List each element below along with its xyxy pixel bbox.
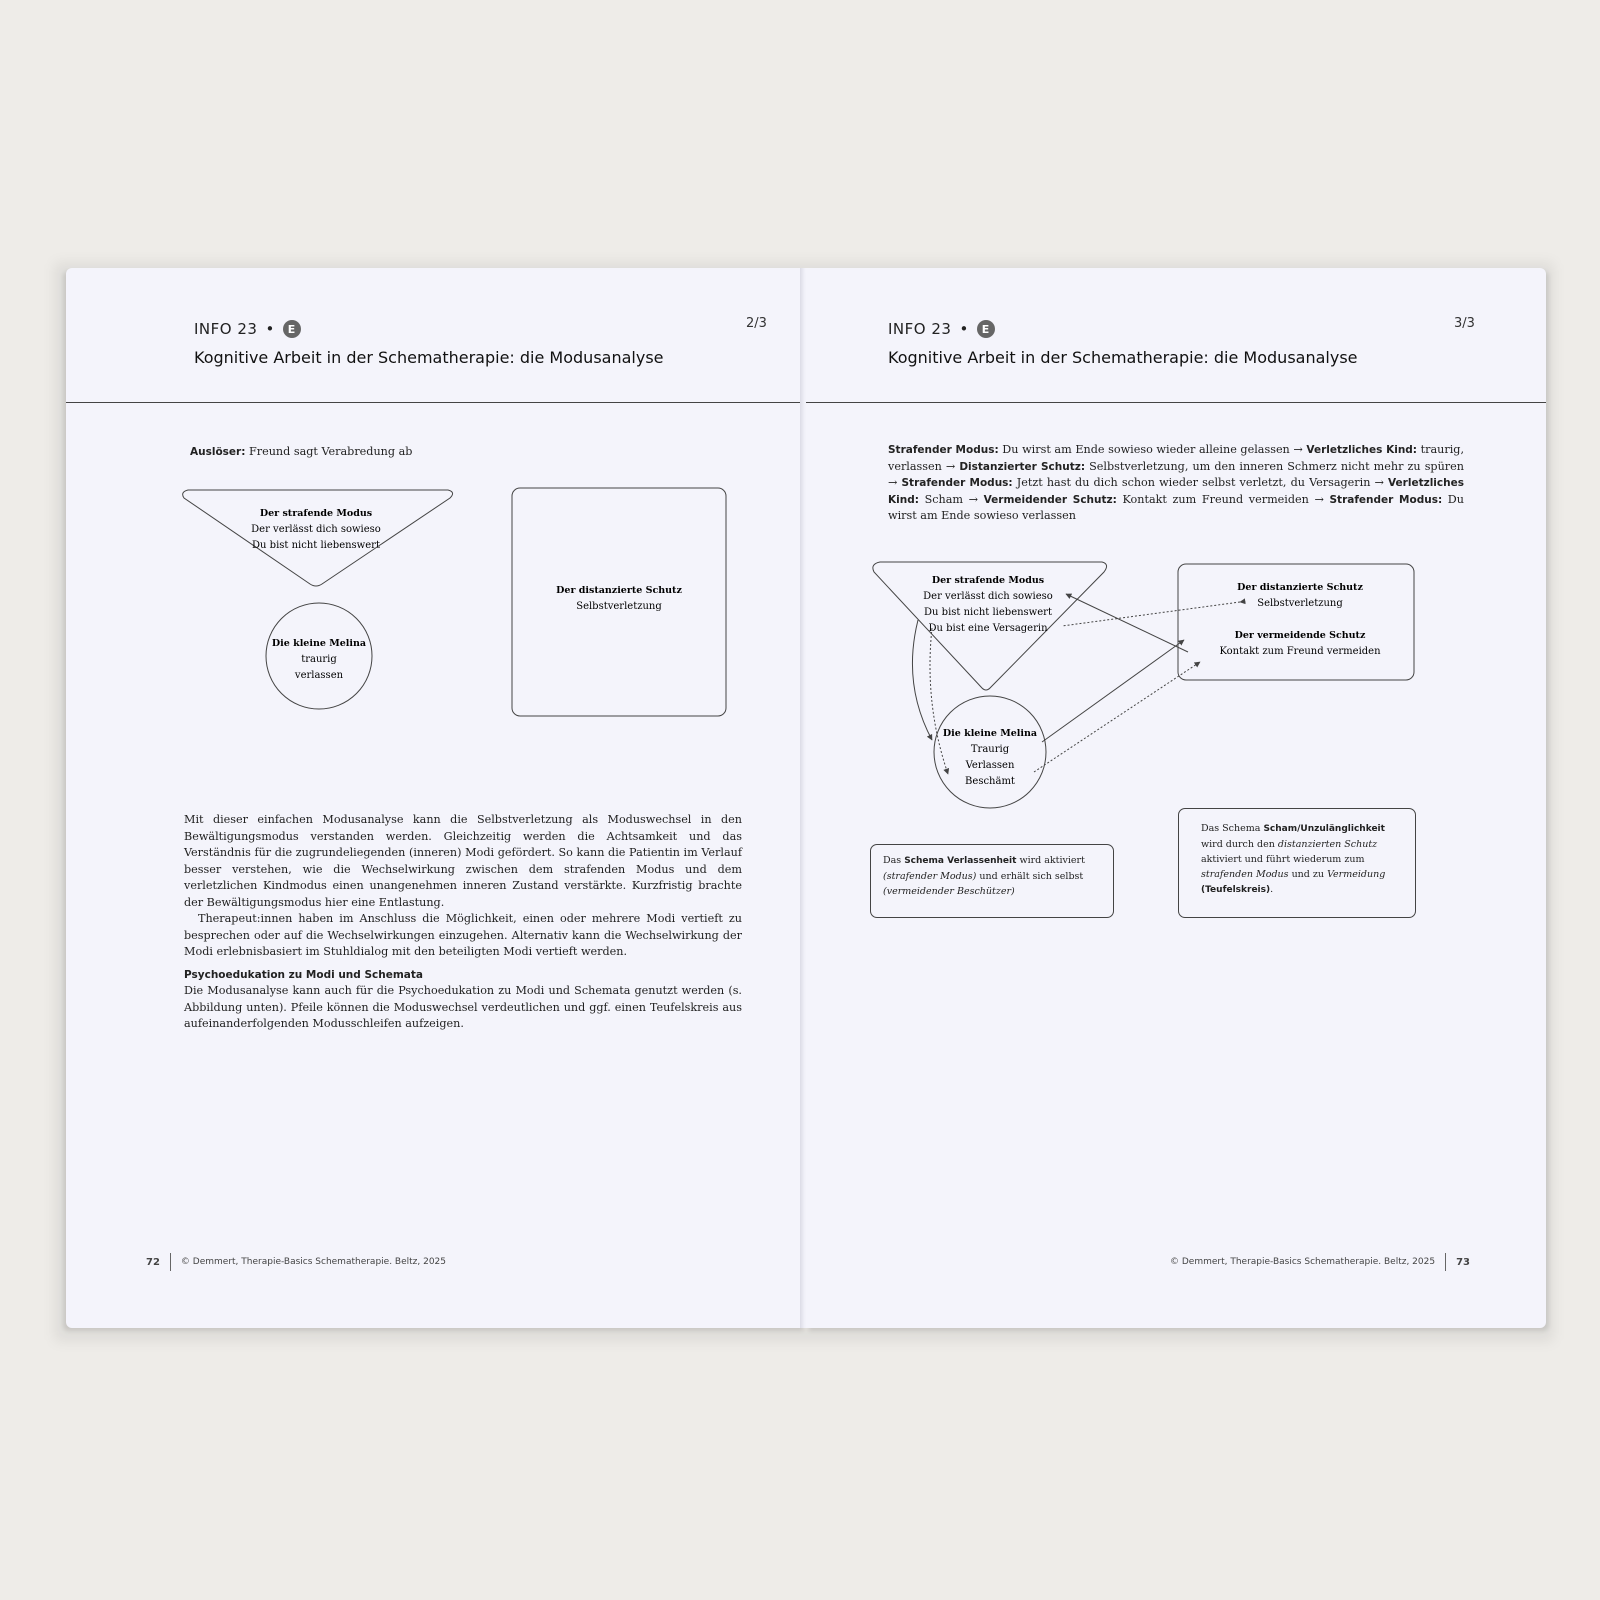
chain-label-1: Strafender Modus: bbox=[888, 444, 999, 456]
detached-line1: Selbstverletzung bbox=[576, 601, 662, 612]
box-bold: Scham/Unzulänglichkeit bbox=[1263, 824, 1385, 834]
header-rule bbox=[66, 402, 806, 403]
arrow-dotted-punitive-child bbox=[930, 628, 948, 774]
box-text: . bbox=[1270, 884, 1274, 895]
mode-diagram-right bbox=[866, 554, 1486, 814]
chain-text-3: Selbstverletzung, um den inneren Schmerz nicht mehr zu spüren → bbox=[888, 459, 1464, 489]
punitive-line2: Du bist nicht liebenswert bbox=[924, 607, 1052, 618]
child-title: Die kleine Melina bbox=[942, 728, 1038, 739]
box-italic: (vermeidender Beschützer) bbox=[883, 886, 1015, 897]
chain-label-5: Verletzliches Kind: bbox=[888, 477, 1464, 506]
child-line1: Traurig bbox=[970, 744, 1010, 755]
box-text: und zu bbox=[1291, 869, 1325, 880]
box-text: aktiviert und führt wiederum zum bbox=[1201, 854, 1365, 865]
footer-separator bbox=[170, 1253, 171, 1271]
punitive-line3: Du bist eine Versagerin bbox=[928, 623, 1048, 634]
arrow-punitive-to-child bbox=[912, 620, 932, 740]
e-badge-icon: E bbox=[283, 320, 301, 338]
page-marker: 2/3 bbox=[746, 316, 767, 331]
child-title: Die kleine Melina bbox=[271, 638, 367, 649]
chain-label-4: Strafender Modus: bbox=[901, 477, 1013, 489]
left-footer bbox=[146, 1253, 446, 1271]
punitive-line2: Du bist nicht liebenswert bbox=[252, 540, 380, 551]
chain-label-3: Distanzierter Schutz: bbox=[959, 460, 1086, 473]
bullet-dot: • bbox=[265, 320, 275, 338]
avoidant-line1: Kontakt zum Freund vermeiden bbox=[1219, 646, 1381, 657]
box-bold: Schema Verlassenheit bbox=[904, 856, 1017, 866]
mode-chain-text bbox=[888, 442, 1464, 525]
detached-line1: Selbstverletzung bbox=[1257, 598, 1343, 609]
footer-separator bbox=[1445, 1253, 1446, 1271]
page-title: Kognitive Arbeit in der Schematherapie: die Modusanalyse bbox=[888, 348, 1358, 367]
header-rule bbox=[806, 402, 1546, 403]
punitive-triangle bbox=[183, 490, 453, 586]
box-text: und erhält sich selbst bbox=[979, 871, 1084, 882]
page-number: 72 bbox=[146, 1256, 160, 1268]
chain-label-7: Strafender Modus: bbox=[1329, 493, 1443, 506]
info-label-text: INFO 23 bbox=[888, 320, 952, 338]
paragraph-3: Die Modusanalyse kann auch für die Psychoedukation zu Modi und Schemata genutzt werden (s. Abbildung unten). Pfeile können die Moduswechsel verdeutlichen und ggf. einen Teufelskreis aus aufeinanderfolgenden Modusschleifen aufzeigen. bbox=[184, 984, 742, 1030]
box-italic: distanzierten Schutz bbox=[1277, 839, 1378, 850]
chain-text-5: Scham → bbox=[924, 492, 978, 506]
chain-text-7: Du wirst am Ende sowieso verlassen bbox=[888, 492, 1464, 522]
punitive-title: Der strafende Modus bbox=[259, 508, 373, 519]
child-line1: traurig bbox=[301, 654, 337, 665]
chain-text-6: Kontakt zum Freund vermeiden → bbox=[1122, 492, 1324, 506]
paragraph-2: Therapeut:innen haben im Anschluss die Möglichkeit, einen oder mehrere Modi vertieft zu besprechen oder auf die Wechselwirkungen einzugehen. Alternativ kann die Wechselwirkung der Modi erlebnisbasiert im Stuhldialog mit den beteiligten Modi vertieft werden. bbox=[184, 912, 742, 958]
schema-shame-box bbox=[1178, 808, 1416, 918]
box-bold: (Teufelskreis) bbox=[1201, 885, 1271, 895]
bullet-dot: • bbox=[959, 320, 969, 338]
left-body bbox=[184, 812, 742, 1033]
info-label bbox=[888, 320, 995, 338]
child-line2: verlassen bbox=[294, 670, 344, 681]
punitive-line1: Der verlässt dich sowieso bbox=[923, 591, 1053, 602]
right-footer bbox=[1170, 1253, 1470, 1271]
box-text: Das Schema bbox=[1201, 823, 1261, 834]
box-italic: Vermeidung bbox=[1327, 869, 1386, 880]
box-text: Das bbox=[883, 855, 902, 866]
arrow-dotted-child-avoidant bbox=[1034, 662, 1200, 772]
chain-text-1: Du wirst am Ende sowieso wieder alleine gelassen → bbox=[1002, 443, 1303, 456]
subheading: Psychoedukation zu Modi und Schemata bbox=[184, 968, 423, 981]
copyright: © Demmert, Therapie-Basics Schematherapie. Beltz, 2025 bbox=[180, 1257, 447, 1267]
page-marker: 3/3 bbox=[1454, 316, 1475, 331]
info-label-text: INFO 23 bbox=[194, 320, 258, 338]
child-line3: Beschämt bbox=[965, 776, 1015, 787]
arrow-child-to-protector bbox=[1042, 640, 1184, 742]
box-text: wird aktiviert bbox=[1019, 855, 1085, 866]
trigger-line bbox=[190, 444, 750, 461]
detached-title: Der distanzierte Schutz bbox=[1237, 582, 1363, 593]
detached-title: Der distanzierte Schutz bbox=[556, 585, 682, 596]
trigger-label: Auslöser: bbox=[190, 446, 246, 458]
box-italic: strafenden Modus bbox=[1201, 869, 1289, 880]
chain-text-2: traurig, verlassen → bbox=[888, 443, 1465, 473]
right-page bbox=[806, 268, 1546, 1328]
page-title: Kognitive Arbeit in der Schematherapie: die Modusanalyse bbox=[194, 348, 664, 367]
copyright: © Demmert, Therapie-Basics Schematherapie. Beltz, 2025 bbox=[1170, 1257, 1436, 1267]
child-line2: Verlassen bbox=[965, 760, 1015, 771]
avoidant-title: Der vermeidende Schutz bbox=[1234, 630, 1366, 641]
box-italic: (strafender Modus) bbox=[883, 871, 977, 882]
paragraph-1: Mit dieser einfachen Modusanalyse kann die Selbstverletzung als Moduswechsel in den Bewältigungsmodus verstanden werden. Gleichzeitig werden die Achtsamkeit und das Verständnis für die zugrundeliegenden (inneren) Modi gefördert. So kann die Patientin im Verlauf besser verstehen, wie die Wechselwirkung zwischen dem strafenden Modus und dem verletzlichen Kindmodus einen unangenehmen inneren Zustand verstärkte. Kurzfristig brachte der Bewältigungsmodus hier eine Entlastung. bbox=[184, 813, 742, 909]
e-badge-icon: E bbox=[977, 320, 995, 338]
chain-label-6: Vermeidender Schutz: bbox=[983, 493, 1117, 506]
trigger-text: Freund sagt Verabredung ab bbox=[248, 445, 413, 458]
arrow-dotted-detached-punitive bbox=[1062, 602, 1240, 626]
punitive-line1: Der verlässt dich sowieso bbox=[251, 524, 381, 535]
schema-abandonment-box bbox=[870, 844, 1114, 918]
box-text: wird durch den bbox=[1201, 839, 1275, 850]
chain-label-2: Verletzliches Kind: bbox=[1306, 444, 1418, 456]
left-page bbox=[66, 268, 806, 1328]
info-label bbox=[194, 320, 301, 338]
mode-diagram-left bbox=[176, 478, 736, 728]
punitive-title: Der strafende Modus bbox=[931, 575, 1045, 586]
page-number: 73 bbox=[1456, 1256, 1471, 1268]
chain-text-4: Jetzt hast du dich schon wieder selbst verletzt, du Versagerin → bbox=[1016, 476, 1384, 489]
